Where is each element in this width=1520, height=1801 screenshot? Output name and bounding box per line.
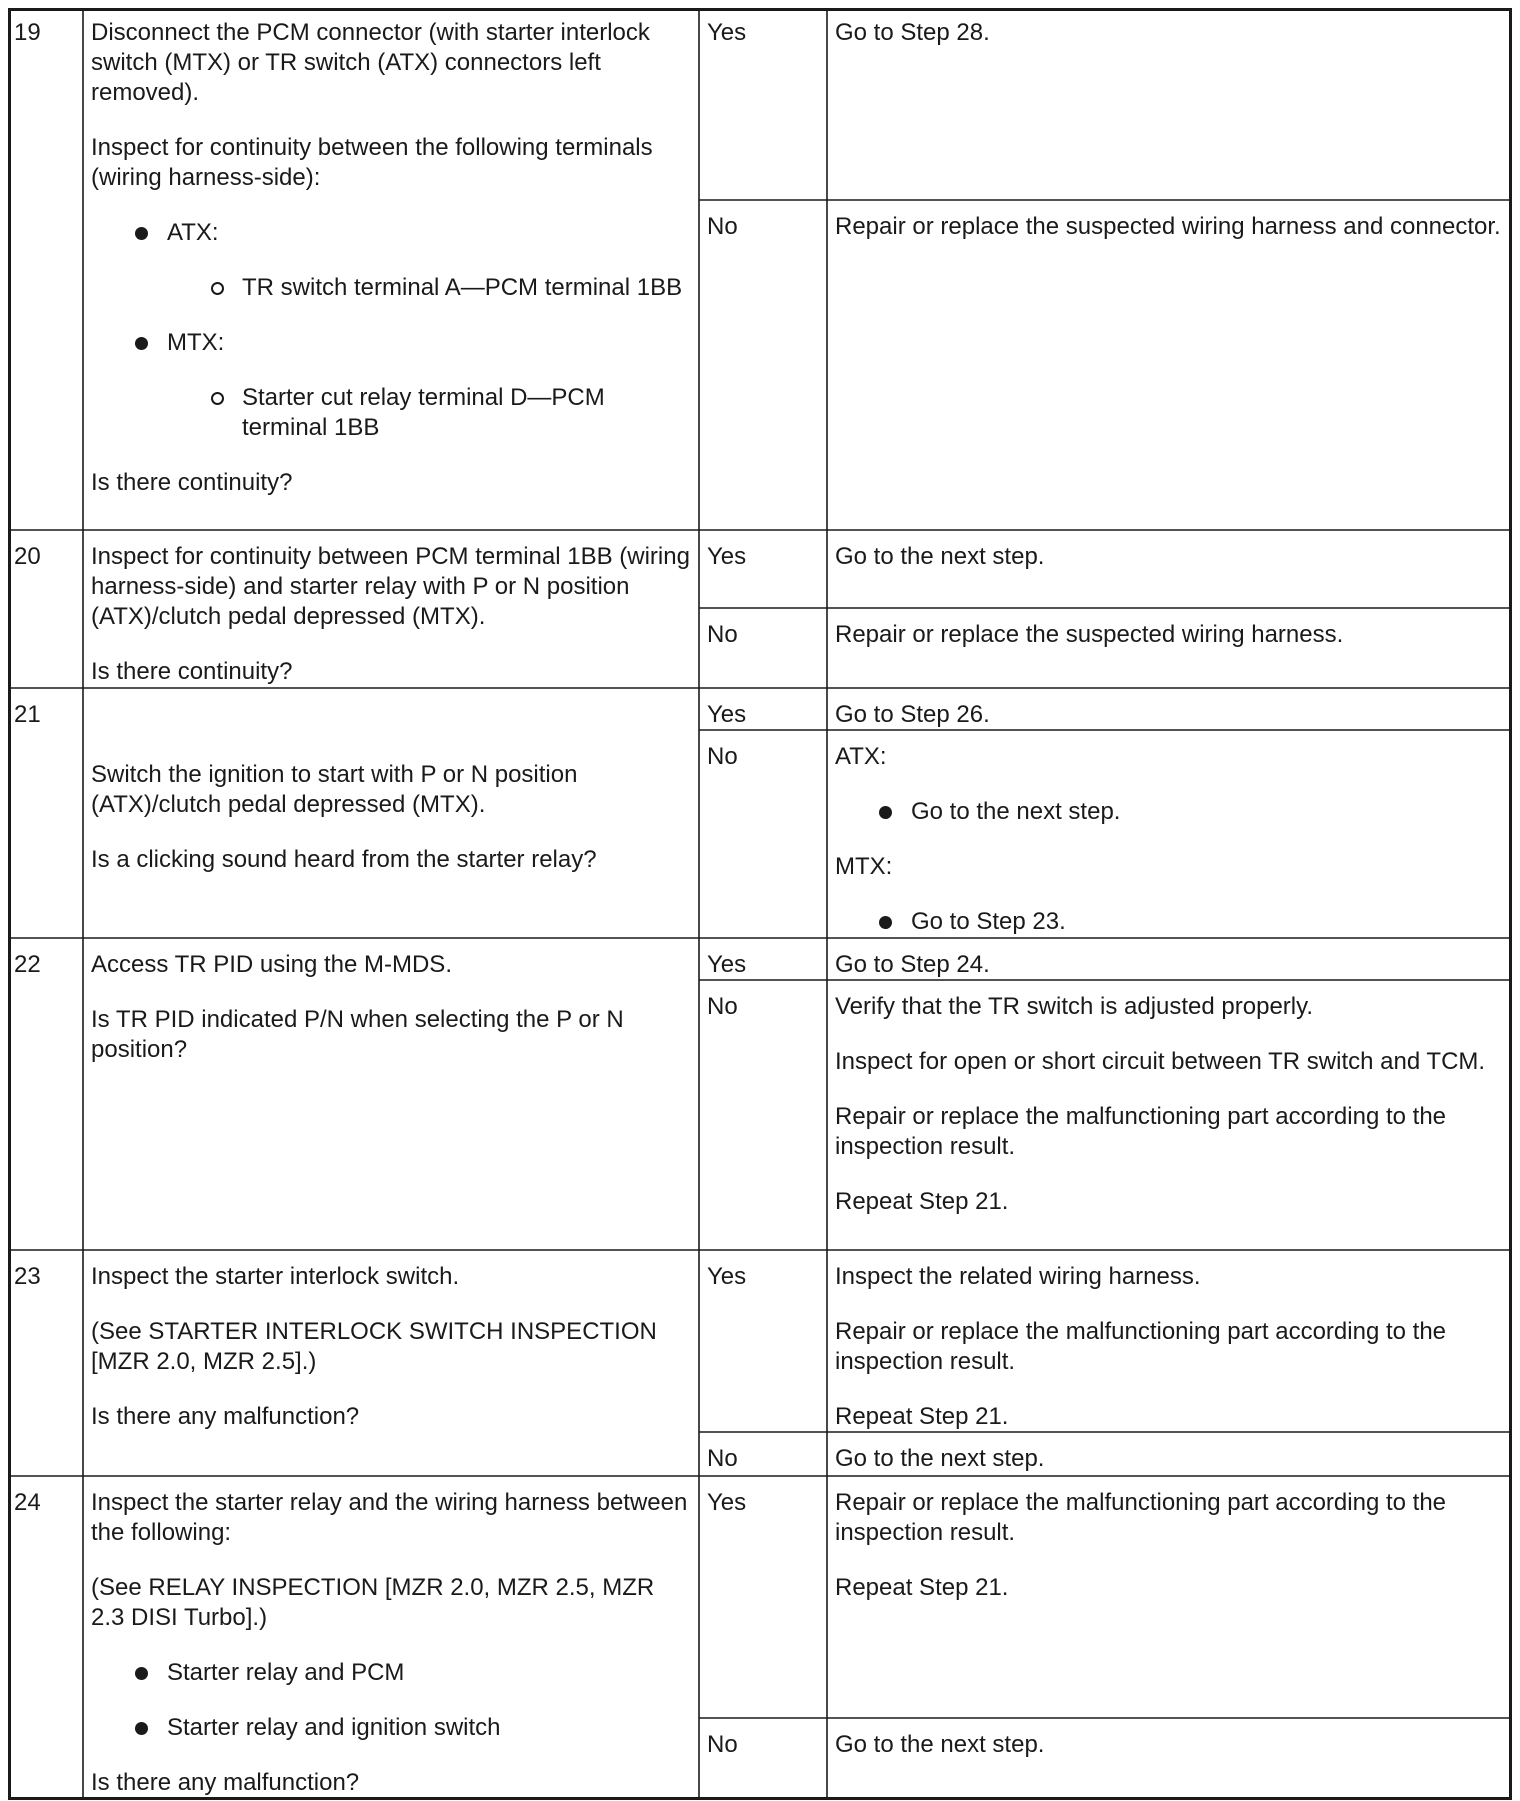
bullet-list (91, 218, 693, 443)
bullet-label: MTX: (167, 329, 225, 356)
answer-no: No (707, 1445, 738, 1472)
result-bullet: Go to the next step. (835, 797, 1506, 827)
reference-text: (See RELAY INSPECTION [MZR 2.0, MZR 2.5, MZR 2.3 DISI Turbo].) (91, 1574, 655, 1631)
result-text: Go to the next step. (835, 1731, 1045, 1758)
result-text: Repair or replace the malfunctioning part according to the inspection result. (835, 1318, 1447, 1375)
result-cell (829, 697, 1512, 733)
action-cell (85, 15, 699, 501)
result-text: Repair or replace the malfunctioning part according to the inspection result. (835, 1103, 1447, 1160)
result-cell (829, 15, 1512, 51)
question-text: Is there any malfunction? (91, 1769, 360, 1796)
action-text: Inspect for continuity between the following terminals (wiring harness-side): (91, 134, 653, 191)
bullet-list (91, 1658, 693, 1743)
result-text: Repair or replace the malfunctioning part according to the inspection result. (835, 1489, 1447, 1546)
sub-list-item: Starter cut relay terminal D—PCM terminal 1BB (167, 383, 693, 443)
action-text: Inspect the starter interlock switch. (91, 1263, 460, 1290)
action-text: Disconnect the PCM connector (with starter interlock switch (MTX) or TR switch (ATX) connectors left removed). (91, 19, 650, 106)
step-number: 24 (14, 1489, 41, 1516)
action-cell (85, 539, 699, 690)
result-text: Go to the next step. (835, 1445, 1045, 1472)
action-cell (85, 1259, 699, 1435)
result-text: Repeat Step 21. (835, 1403, 1009, 1430)
result-text: Repeat Step 21. (835, 1574, 1009, 1601)
bullet-label: ATX: (167, 219, 219, 246)
result-cell (829, 209, 1512, 245)
step-number: 23 (14, 1263, 41, 1290)
question-text: Is TR PID indicated P/N when selecting the P or N position? (91, 1006, 624, 1063)
answer-yes: Yes (707, 951, 747, 978)
list-item: Starter relay and ignition switch (91, 1713, 693, 1743)
result-cell (829, 1727, 1512, 1763)
result-cell (829, 739, 1512, 965)
sub-bullet-list (167, 273, 693, 303)
step-number: 22 (14, 951, 41, 978)
step-number: 19 (14, 19, 41, 46)
action-text: Inspect the starter relay and the wiring harness between the following: (91, 1489, 688, 1546)
troubleshooting-table (8, 8, 1512, 1800)
result-cell (829, 1441, 1512, 1477)
result-cell (829, 1485, 1512, 1606)
action-text: Access TR PID using the M-MDS. (91, 951, 452, 978)
question-text: Is there continuity? (91, 658, 293, 685)
result-cell (829, 947, 1512, 983)
answer-yes: Yes (707, 701, 747, 728)
answer-no: No (707, 1731, 738, 1758)
action-cell (85, 757, 699, 878)
result-cell (829, 539, 1512, 575)
action-cell (85, 947, 699, 1068)
step-number: 20 (14, 543, 41, 570)
list-item: Starter relay and PCM (91, 1658, 693, 1688)
result-label: MTX: (835, 853, 893, 880)
result-text: Repeat Step 21. (835, 1188, 1009, 1215)
answer-no: No (707, 993, 738, 1020)
result-text: Verify that the TR switch is adjusted properly. (835, 993, 1313, 1020)
answer-yes: Yes (707, 543, 747, 570)
action-text: Inspect for continuity between PCM terminal 1BB (wiring harness-side) and starter relay with P or N position (ATX)/clutch pedal depressed (MTX). (91, 543, 690, 630)
question-text: Is there any malfunction? (91, 1403, 360, 1430)
sub-list-item: TR switch terminal A—PCM terminal 1BB (167, 273, 693, 303)
answer-yes: Yes (707, 19, 747, 46)
step-number: 21 (14, 701, 41, 728)
action-text: Switch the ignition to start with P or N position (ATX)/clutch pedal depressed (MTX). (91, 761, 578, 818)
result-cell (829, 617, 1512, 653)
result-cell (829, 989, 1512, 1220)
result-text: Go to the next step. (835, 543, 1045, 570)
result-text: Go to Step 26. (835, 701, 990, 728)
question-text: Is there continuity? (91, 469, 293, 496)
result-cell (829, 1259, 1512, 1435)
result-label: ATX: (835, 743, 887, 770)
result-bullet: Go to Step 23. (835, 907, 1506, 937)
answer-no: No (707, 743, 738, 770)
result-text: Inspect for open or short circuit between TR switch and TCM. (835, 1048, 1486, 1075)
result-text: Go to Step 24. (835, 951, 990, 978)
list-item (91, 218, 693, 303)
list-item (91, 328, 693, 443)
answer-no: No (707, 621, 738, 648)
reference-text: (See STARTER INTERLOCK SWITCH INSPECTION [MZR 2.0, MZR 2.5].) (91, 1318, 657, 1375)
result-text: Go to Step 28. (835, 19, 990, 46)
sub-bullet-list (167, 383, 693, 443)
result-text: Repair or replace the suspected wiring harness and connector. (835, 213, 1501, 240)
answer-yes: Yes (707, 1489, 747, 1516)
question-text: Is a clicking sound heard from the starter relay? (91, 846, 597, 873)
answer-no: No (707, 213, 738, 240)
action-cell (85, 1485, 699, 1801)
result-text: Inspect the related wiring harness. (835, 1263, 1201, 1290)
result-text: Repair or replace the suspected wiring harness. (835, 621, 1344, 648)
answer-yes: Yes (707, 1263, 747, 1290)
